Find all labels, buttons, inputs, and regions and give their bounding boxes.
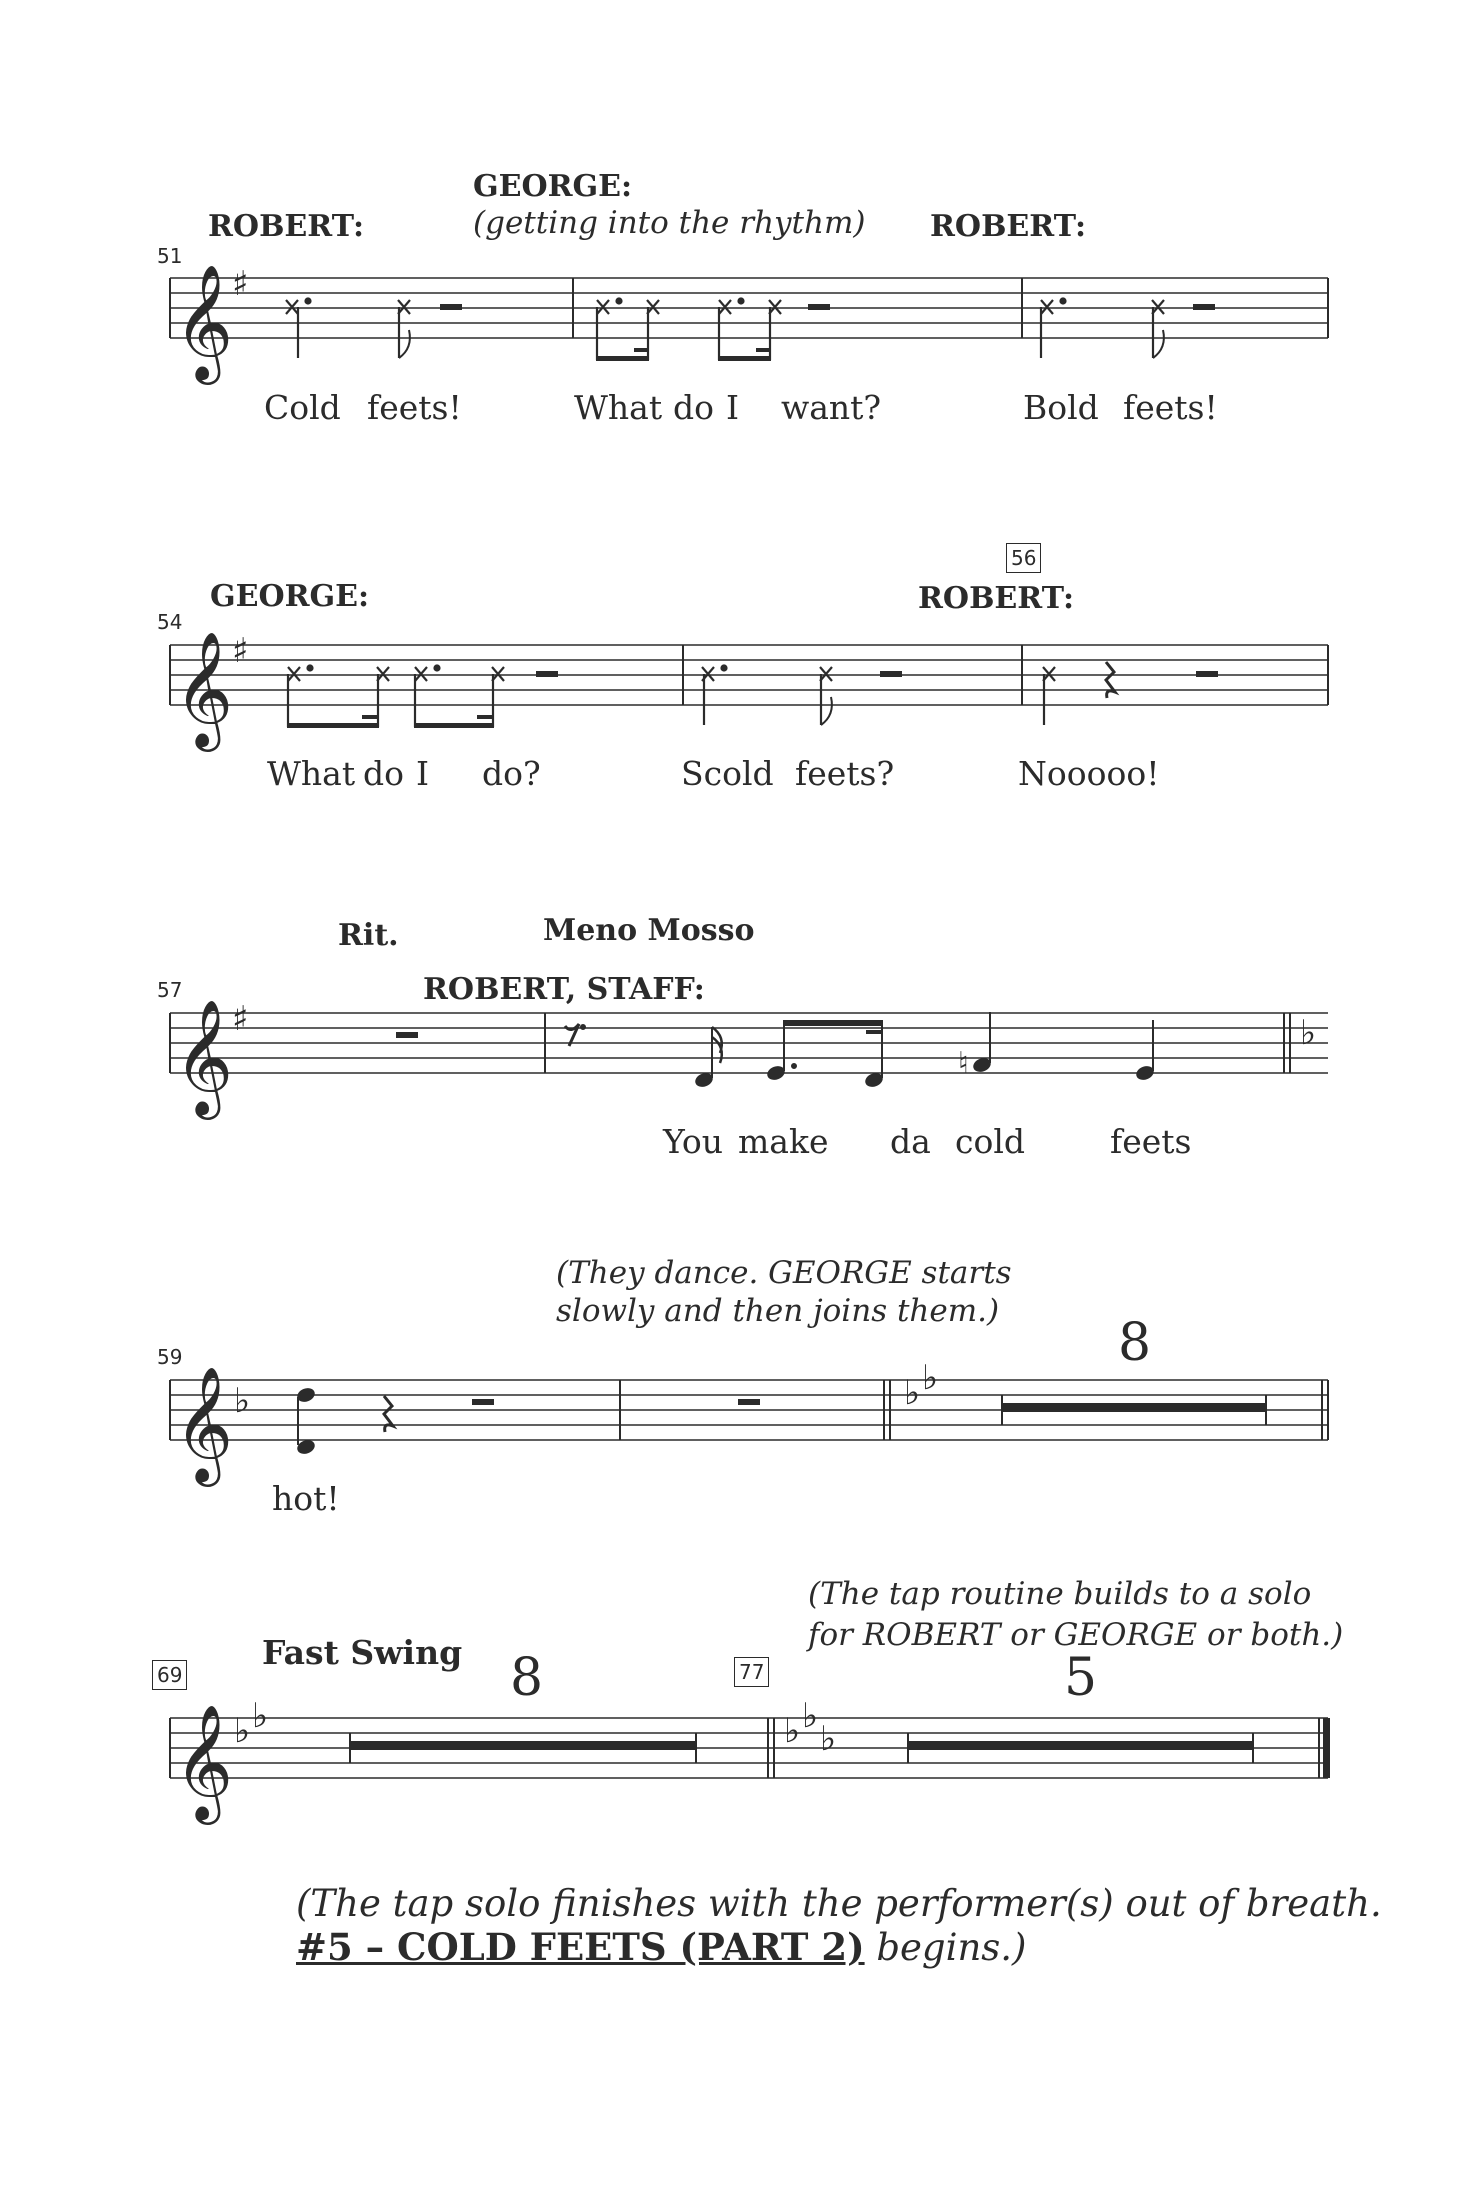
lyric: Bold xyxy=(1023,388,1099,427)
lyric: What xyxy=(267,754,356,793)
flat-icon: ♭ xyxy=(904,1373,921,1413)
multirest-count: 8 xyxy=(510,1648,544,1708)
lyric: What xyxy=(574,388,663,427)
flat-icon: ♭ xyxy=(234,1381,251,1421)
lyric: want? xyxy=(781,388,882,427)
lyric: do xyxy=(363,754,404,793)
lyric: make xyxy=(738,1122,829,1161)
staff-system-4 xyxy=(170,1380,1328,1456)
lyric: I xyxy=(726,388,740,427)
stage-direction: for ROBERT or GEORGE or both.) xyxy=(808,1617,1344,1653)
footer-direction-tail: begins.) xyxy=(864,1926,1027,1969)
stage-direction: slowly and then joins them.) xyxy=(556,1293,1000,1329)
multirest-count: 5 xyxy=(1064,1648,1098,1708)
character-cue: GEORGE: xyxy=(210,579,370,614)
multirest-count: 8 xyxy=(1118,1313,1152,1373)
treble-clef-icon: 𝄞 xyxy=(174,1703,234,1820)
lyric: I xyxy=(416,754,430,793)
lyric: Nooooo! xyxy=(1018,754,1160,793)
stage-direction: (getting into the rhythm) xyxy=(473,205,866,241)
flat-icon: ♭ xyxy=(1300,1013,1317,1053)
treble-clef-icon: 𝄞 xyxy=(174,263,234,380)
staff-system-1 xyxy=(170,278,1328,361)
sharp-icon: ♯ xyxy=(232,631,249,671)
measure-number: 59 xyxy=(157,1345,183,1369)
next-number-link[interactable]: #5 – COLD FEETS (PART 2) xyxy=(296,1925,865,1969)
tempo-marking: Rit. xyxy=(338,918,399,953)
tempo-marking: Meno Mosso xyxy=(543,913,755,948)
flat-icon: ♭ xyxy=(922,1358,939,1398)
lyric: Scold xyxy=(681,754,774,793)
flat-icon: ♭ xyxy=(820,1719,837,1759)
lyric: Cold xyxy=(264,388,341,427)
lyric: do xyxy=(673,388,714,427)
rehearsal-mark: 77 xyxy=(734,1657,769,1687)
flat-icon: ♭ xyxy=(234,1711,251,1751)
character-cue: ROBERT: xyxy=(930,209,1087,244)
staff-system-3 xyxy=(170,1012,1328,1089)
lyric: feets? xyxy=(795,754,895,793)
tempo-marking: Fast Swing xyxy=(262,1633,463,1672)
character-cue: ROBERT: xyxy=(208,209,365,244)
measure-number: 57 xyxy=(157,978,183,1002)
flat-icon: ♭ xyxy=(252,1696,269,1736)
lyric: feets! xyxy=(367,388,462,427)
lyric: cold xyxy=(955,1122,1026,1161)
rehearsal-mark: 56 xyxy=(1006,543,1041,573)
natural-icon: ♮ xyxy=(958,1046,969,1081)
treble-clef-icon: 𝄞 xyxy=(174,998,234,1115)
lyric: hot! xyxy=(272,1479,340,1518)
lyric: You xyxy=(663,1122,724,1161)
character-cue: GEORGE: xyxy=(473,169,633,204)
character-cue: ROBERT: xyxy=(918,581,1075,616)
lyric: feets xyxy=(1110,1122,1192,1161)
staff-system-2 xyxy=(170,645,1328,728)
flat-icon: ♭ xyxy=(802,1696,819,1736)
lyric: feets! xyxy=(1123,388,1218,427)
stage-direction: (The tap routine builds to a solo xyxy=(808,1576,1312,1612)
staff-system-5 xyxy=(170,1718,1330,1778)
character-cue: ROBERT, STAFF: xyxy=(423,972,705,1007)
measure-number: 51 xyxy=(157,244,183,268)
lyric: do? xyxy=(482,754,541,793)
treble-clef-icon: 𝄞 xyxy=(174,630,234,747)
flat-icon: ♭ xyxy=(784,1711,801,1751)
footer-direction-line2 xyxy=(296,1925,1027,1969)
rehearsal-mark: 69 xyxy=(152,1660,187,1690)
treble-clef-icon: 𝄞 xyxy=(174,1365,234,1482)
sharp-icon: ♯ xyxy=(232,999,249,1039)
sharp-icon: ♯ xyxy=(232,264,249,304)
lyric: da xyxy=(890,1122,931,1161)
stage-direction: (They dance. GEORGE starts xyxy=(556,1255,1012,1291)
measure-number: 54 xyxy=(157,610,183,634)
footer-direction: (The tap solo finishes with the performer(s) out of breath. xyxy=(296,1882,1382,1925)
